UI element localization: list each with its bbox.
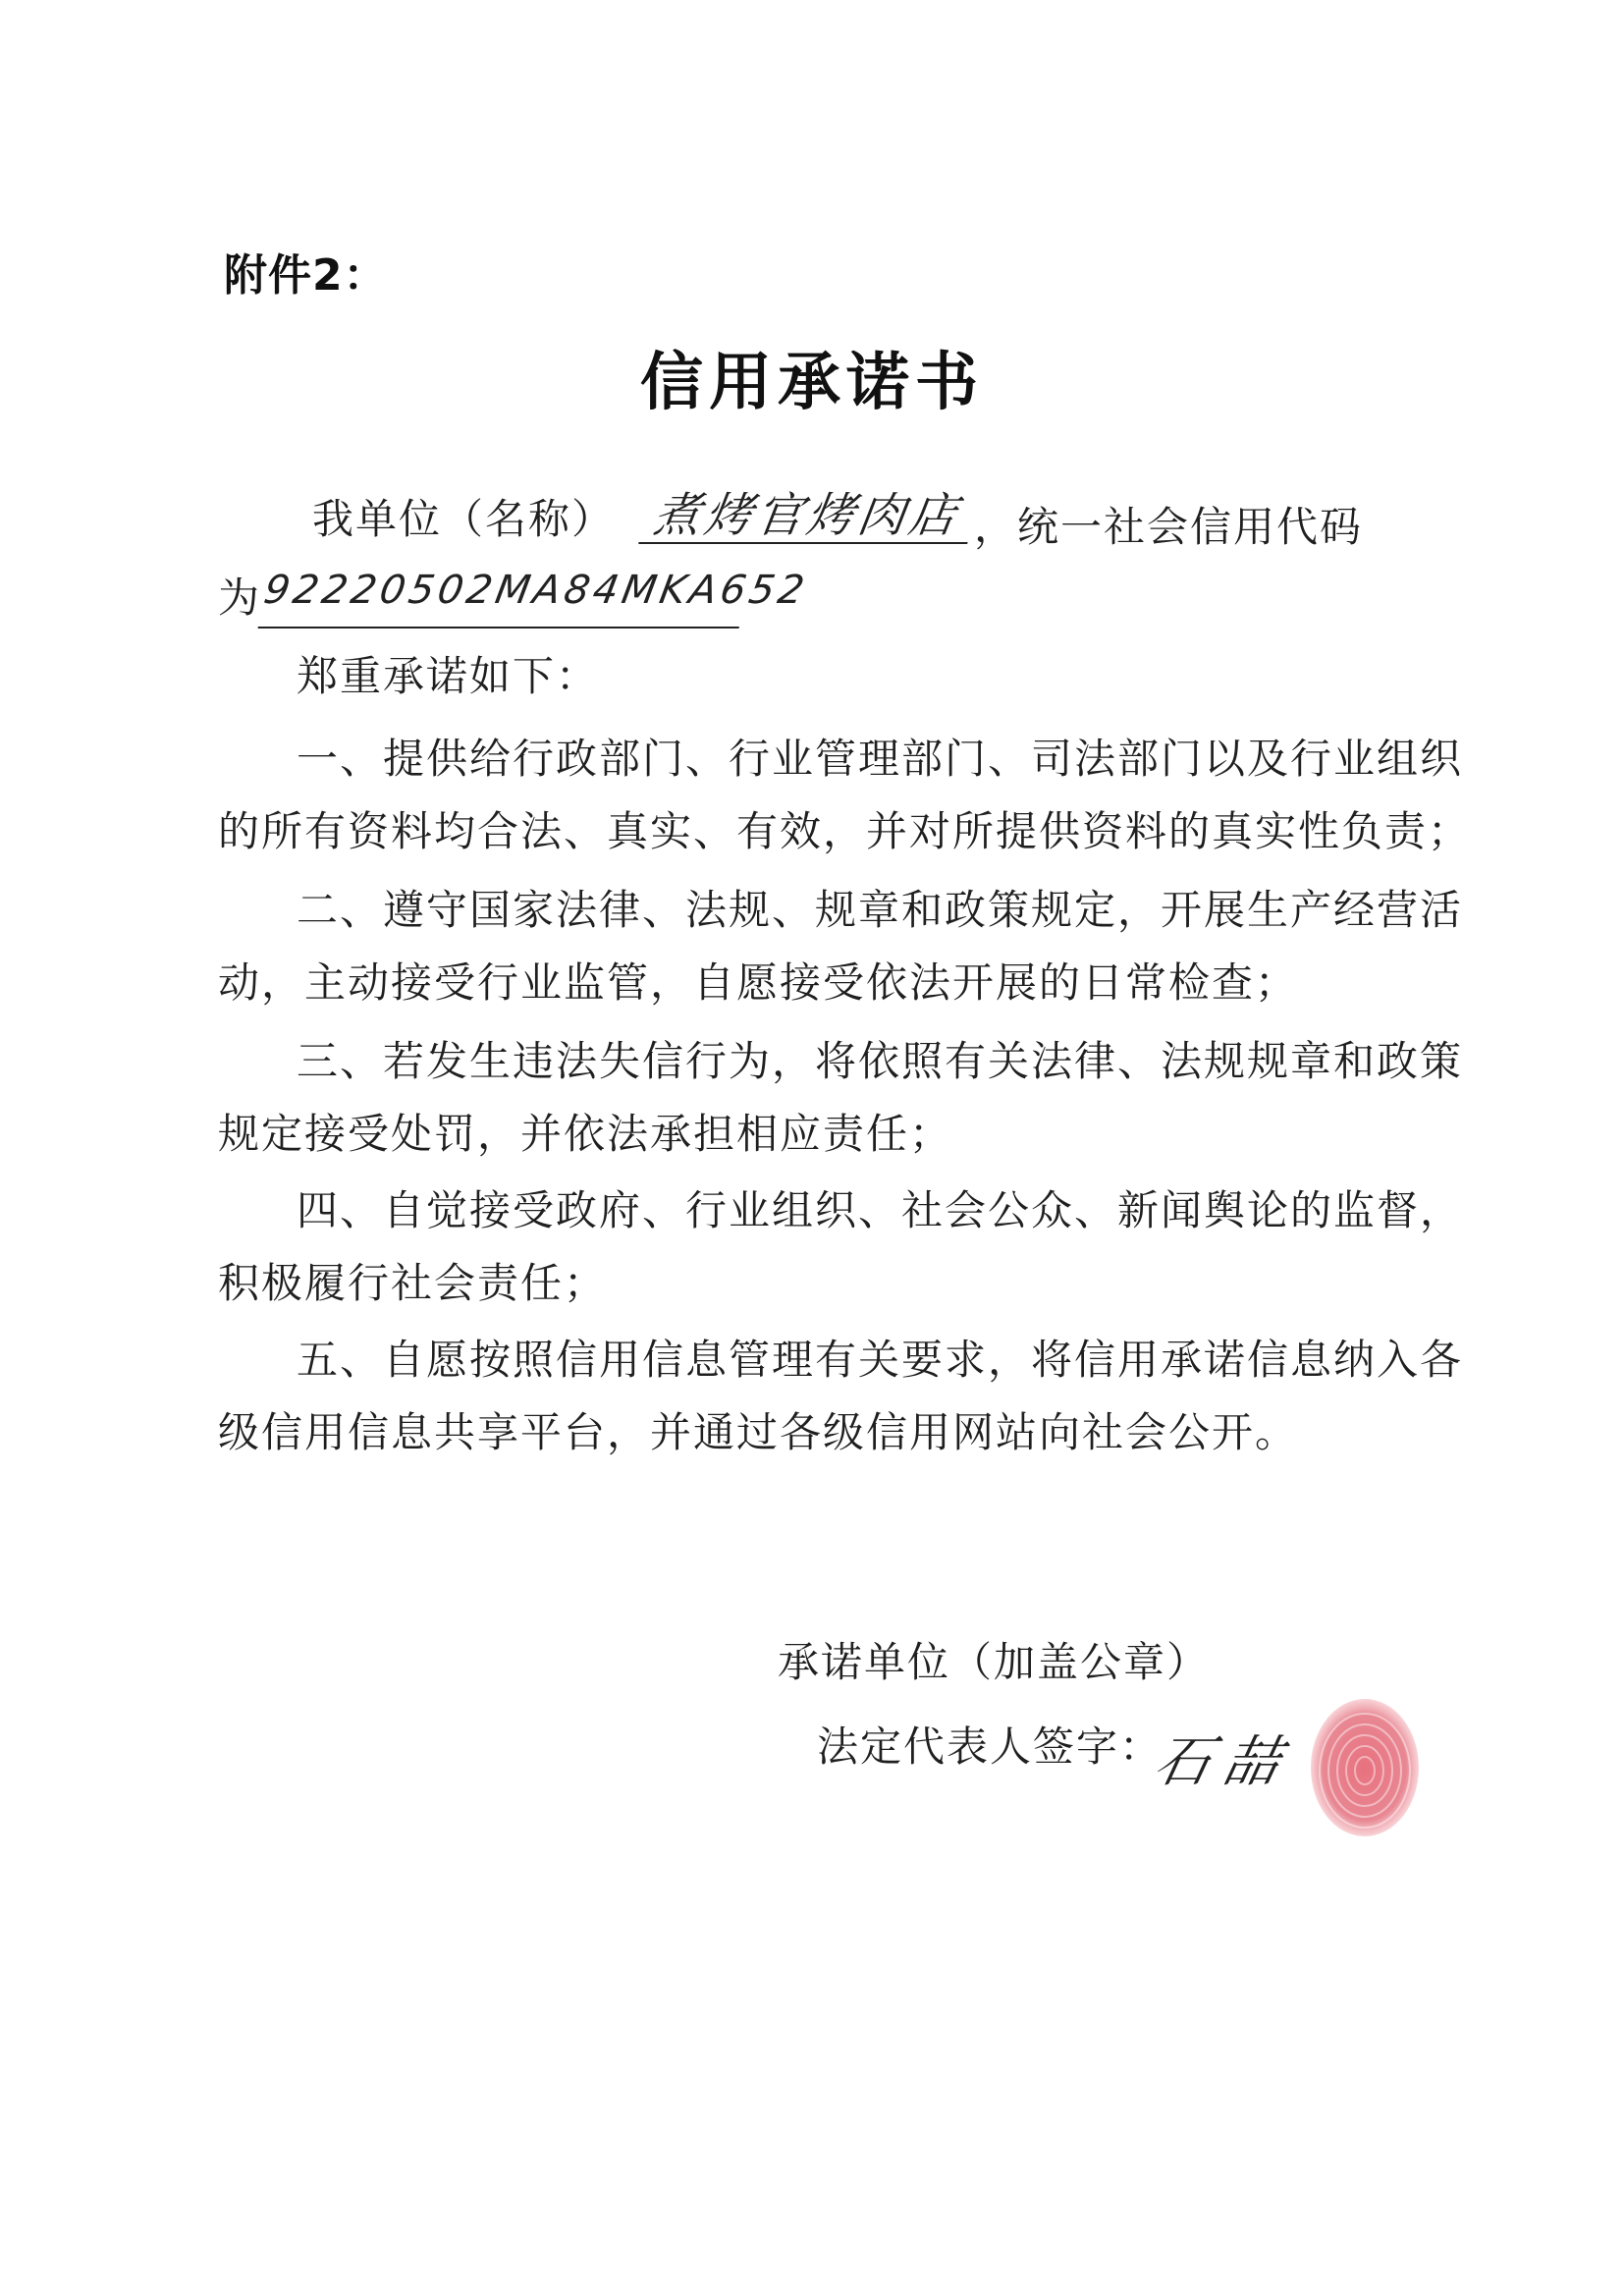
clause-5-line-2: 级信用信息共享平台，并通过各级信用网站向社会公开。 [218,1408,1299,1456]
attachment-label: 附件2： [224,250,388,301]
credit-code-field: 92220502MA84MKA652 [258,568,750,629]
unit-prefix: 我单位（名称） [312,495,616,543]
unit-name-field: 煮烤官烤肉店 [638,477,977,544]
clause-1-line-1: 一、提供给行政部门、行业管理部门、司法部门以及行业组织 [297,735,1464,783]
document-title: 信用承诺书 [640,346,984,419]
pledge-intro: 郑重承诺如下： [297,652,600,700]
clause-2-line-1: 二、遵守国家法律、法规、规章和政策规定，开展生产经营活 [297,886,1464,934]
credit-code-prefix: 为 [218,574,262,622]
clause-2-line-2: 动，主动接受行业监管，自愿接受依法开展的日常检查； [218,958,1299,1007]
seal-label: 承诺单位（加盖公章） [778,1638,1211,1686]
handwritten-signature: 石喆 [1149,1730,1300,1794]
clause-4-line-1: 四、自觉接受政府、行业组织、社会公众、新闻舆论的监督， [297,1186,1464,1234]
signature-label: 法定代表人签字： [817,1722,1164,1771]
clause-5-line-1: 五、自愿按照信用信息管理有关要求，将信用承诺信息纳入各 [297,1336,1464,1384]
clause-3-line-1: 三、若发生违法失信行为，将依照有关法律、法规规章和政策 [297,1037,1464,1085]
fingerprint-icon [1306,1694,1424,1841]
credit-code-label: ，统一社会信用代码 [974,503,1364,551]
clause-3-line-2: 规定接受处罚，并依法承担相应责任； [218,1110,953,1158]
clause-1-line-2: 的所有资料均合法、真实、有效，并对所提供资料的真实性负责； [218,807,1472,855]
clause-4-line-2: 积极履行社会责任； [218,1259,608,1307]
